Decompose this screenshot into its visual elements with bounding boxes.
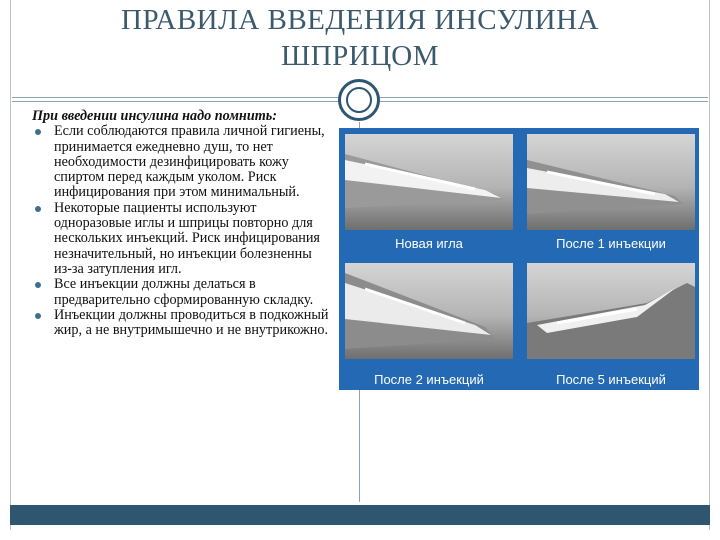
intro-text: При введении инсулина надо помнить: <box>32 108 277 124</box>
list-item <box>32 201 332 277</box>
needle-photo-after-2 <box>345 263 513 359</box>
needle-photo-panel <box>339 128 699 390</box>
bullet-icon <box>35 313 41 319</box>
bullet-text: Некоторые пациенты используют одноразовые иглы и шприцы повторно для нескольких инъекций. Риск инфицирования незначительный, но инъекции болезненны из-за затупления игл. <box>54 199 320 277</box>
circle-ornament-icon <box>338 79 380 121</box>
bullet-text: Если соблюдаются правила личной гигиены, принимается ежедневно душ, то нет необходимости дезинфицировать кожу спиртом перед каждым уколом. Риск инфицирования при этом минимальный. <box>54 123 325 201</box>
bullet-text: Инъекции должны проводиться в подкожный жир, а не внутримышечно и не внутрикожно. <box>54 306 329 339</box>
bullet-text: Все инъекции должны делаться в предварительно сформированную складку. <box>54 276 314 308</box>
list-item <box>32 308 332 339</box>
bullet-icon <box>35 206 41 212</box>
bullet-icon <box>35 129 41 135</box>
title-line-1: ПРАВИЛА ВВЕДЕНИЯ ИНСУЛИНА <box>121 4 599 36</box>
needle-photo-after-5 <box>527 263 695 359</box>
slide-title <box>12 2 708 74</box>
title-line-2: ШПРИЦОМ <box>280 40 440 72</box>
body-text <box>32 109 332 338</box>
footer-bar <box>10 505 710 525</box>
bullet-icon <box>35 282 41 288</box>
list-item <box>32 124 332 200</box>
photo-caption: После 1 инъекции <box>556 236 666 251</box>
bullet-list <box>32 124 332 338</box>
photo-caption: После 5 инъекций <box>556 372 666 387</box>
needle-photo-after-1 <box>527 134 695 230</box>
list-item <box>32 277 332 308</box>
photo-caption: Новая игла <box>395 236 463 251</box>
needle-photo-new <box>345 134 513 230</box>
photo-caption: После 2 инъекций <box>374 372 484 387</box>
